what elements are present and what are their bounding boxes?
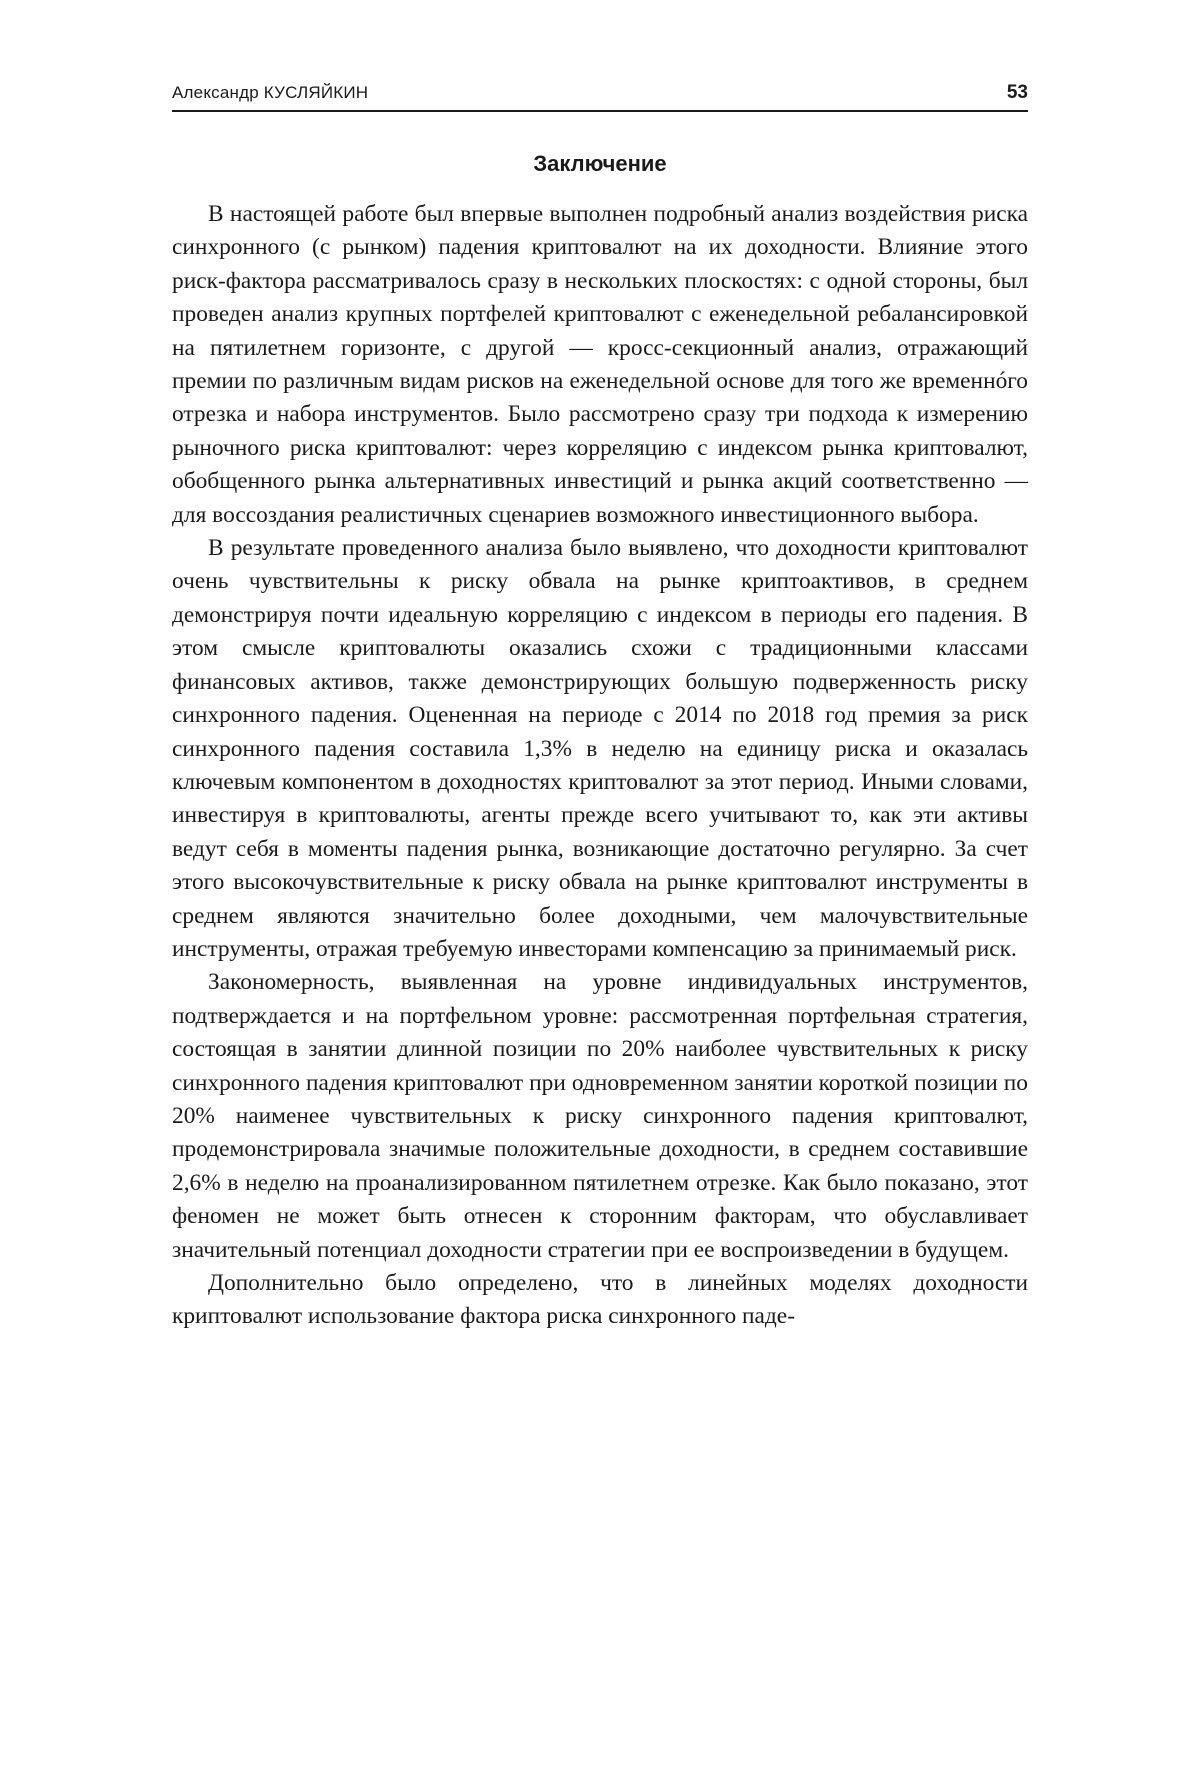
page-number: 53 <box>1007 82 1028 104</box>
paragraph-3: Закономерность, выявленная на уровне индивидуальных инстру­ментов, подтверждается и на портфельном уровне: рассмотренная портфельная стратегия, состоящая в занятии длинной позиции по 20% наиболее чувствительных к риску синхронного падения крип­товалют при одновременном занятии короткой позиции по 20% наи­менее чувствительных к риску синхронного падения криптовалют, продемонстрировала значимые положительные доходности, в сред­нем составившие 2,6% в неделю на проанализированном пятилетнем отрезке. Как было показано, этот феномен не может быть отнесен к сторонним факторам, что обуславливает значительный потенциал доходности стратегии при ее воспроизведении в будущем. <box>172 966 1028 1267</box>
paragraph-2: В результате проведенного анализа было выявлено, что доход­ности криптовалют очень чувствительны к риску обвала на рынке криптоактивов, в среднем демонстрируя почти идеальную корре­ляцию с индексом в периоды его падения. В этом смысле крипто­валюты оказались схожи с традиционными классами финансовых активов, также демонстрирующих большую подверженность риску синхронного падения. Оцененная на периоде с 2014 по 2018 год пре­мия за риск синхронного падения составила 1,3% в неделю на еди­ницу риска и оказалась ключевым компонентом в доходностях криптовалют за этот период. Иными словами, инвестируя в крип­товалюты, агенты прежде всего учитывают то, как эти активы ведут себя в моменты падения рынка, возникающие достаточно регуляр­но. За счет этого высокочувствительные к риску обвала на рынке криптовалют инструменты в среднем являются значительно более доходными, чем малочувствительные инструменты, отражая тре­буемую инвесторами компенсацию за принимаемый риск. <box>172 532 1028 966</box>
running-header <box>172 82 1028 112</box>
paragraph-4: Дополнительно было определено, что в линейных моделях доход­ности криптовалют использование фактора риска синхронного паде- <box>172 1267 1028 1334</box>
body-text <box>172 198 1028 1334</box>
author-name: Александр КУСЛЯЙКИН <box>172 82 368 104</box>
book-page <box>172 82 1028 1334</box>
paragraph-1: В настоящей работе был впервые выполнен подробный анализ воздействия риска синхронного (с рынком) падения криптовалют на их доходности. Влияние этого риск-фактора рассматривалось сразу в нескольких плоскостях: с одной стороны, был проведен анализ крупных портфелей криптовалют с еженедельной реба­лансировкой на пятилетнем горизонте, с другой — кросс-секци­онный анализ, отражающий премии по различным видам рисков на еженедельной основе для того же временнóго отрезка и набора инструментов. Было рассмотрено сразу три подхода к измерению рыночного риска криптовалют: через корреляцию с индексом рынка криптовалют, обобщенного рынка альтернативных инве­стиций и рынка акций соответственно — для воссоздания реали­стичных сценариев возможного инвестиционного выбора. <box>172 198 1028 532</box>
section-title: Заключение <box>172 150 1028 178</box>
